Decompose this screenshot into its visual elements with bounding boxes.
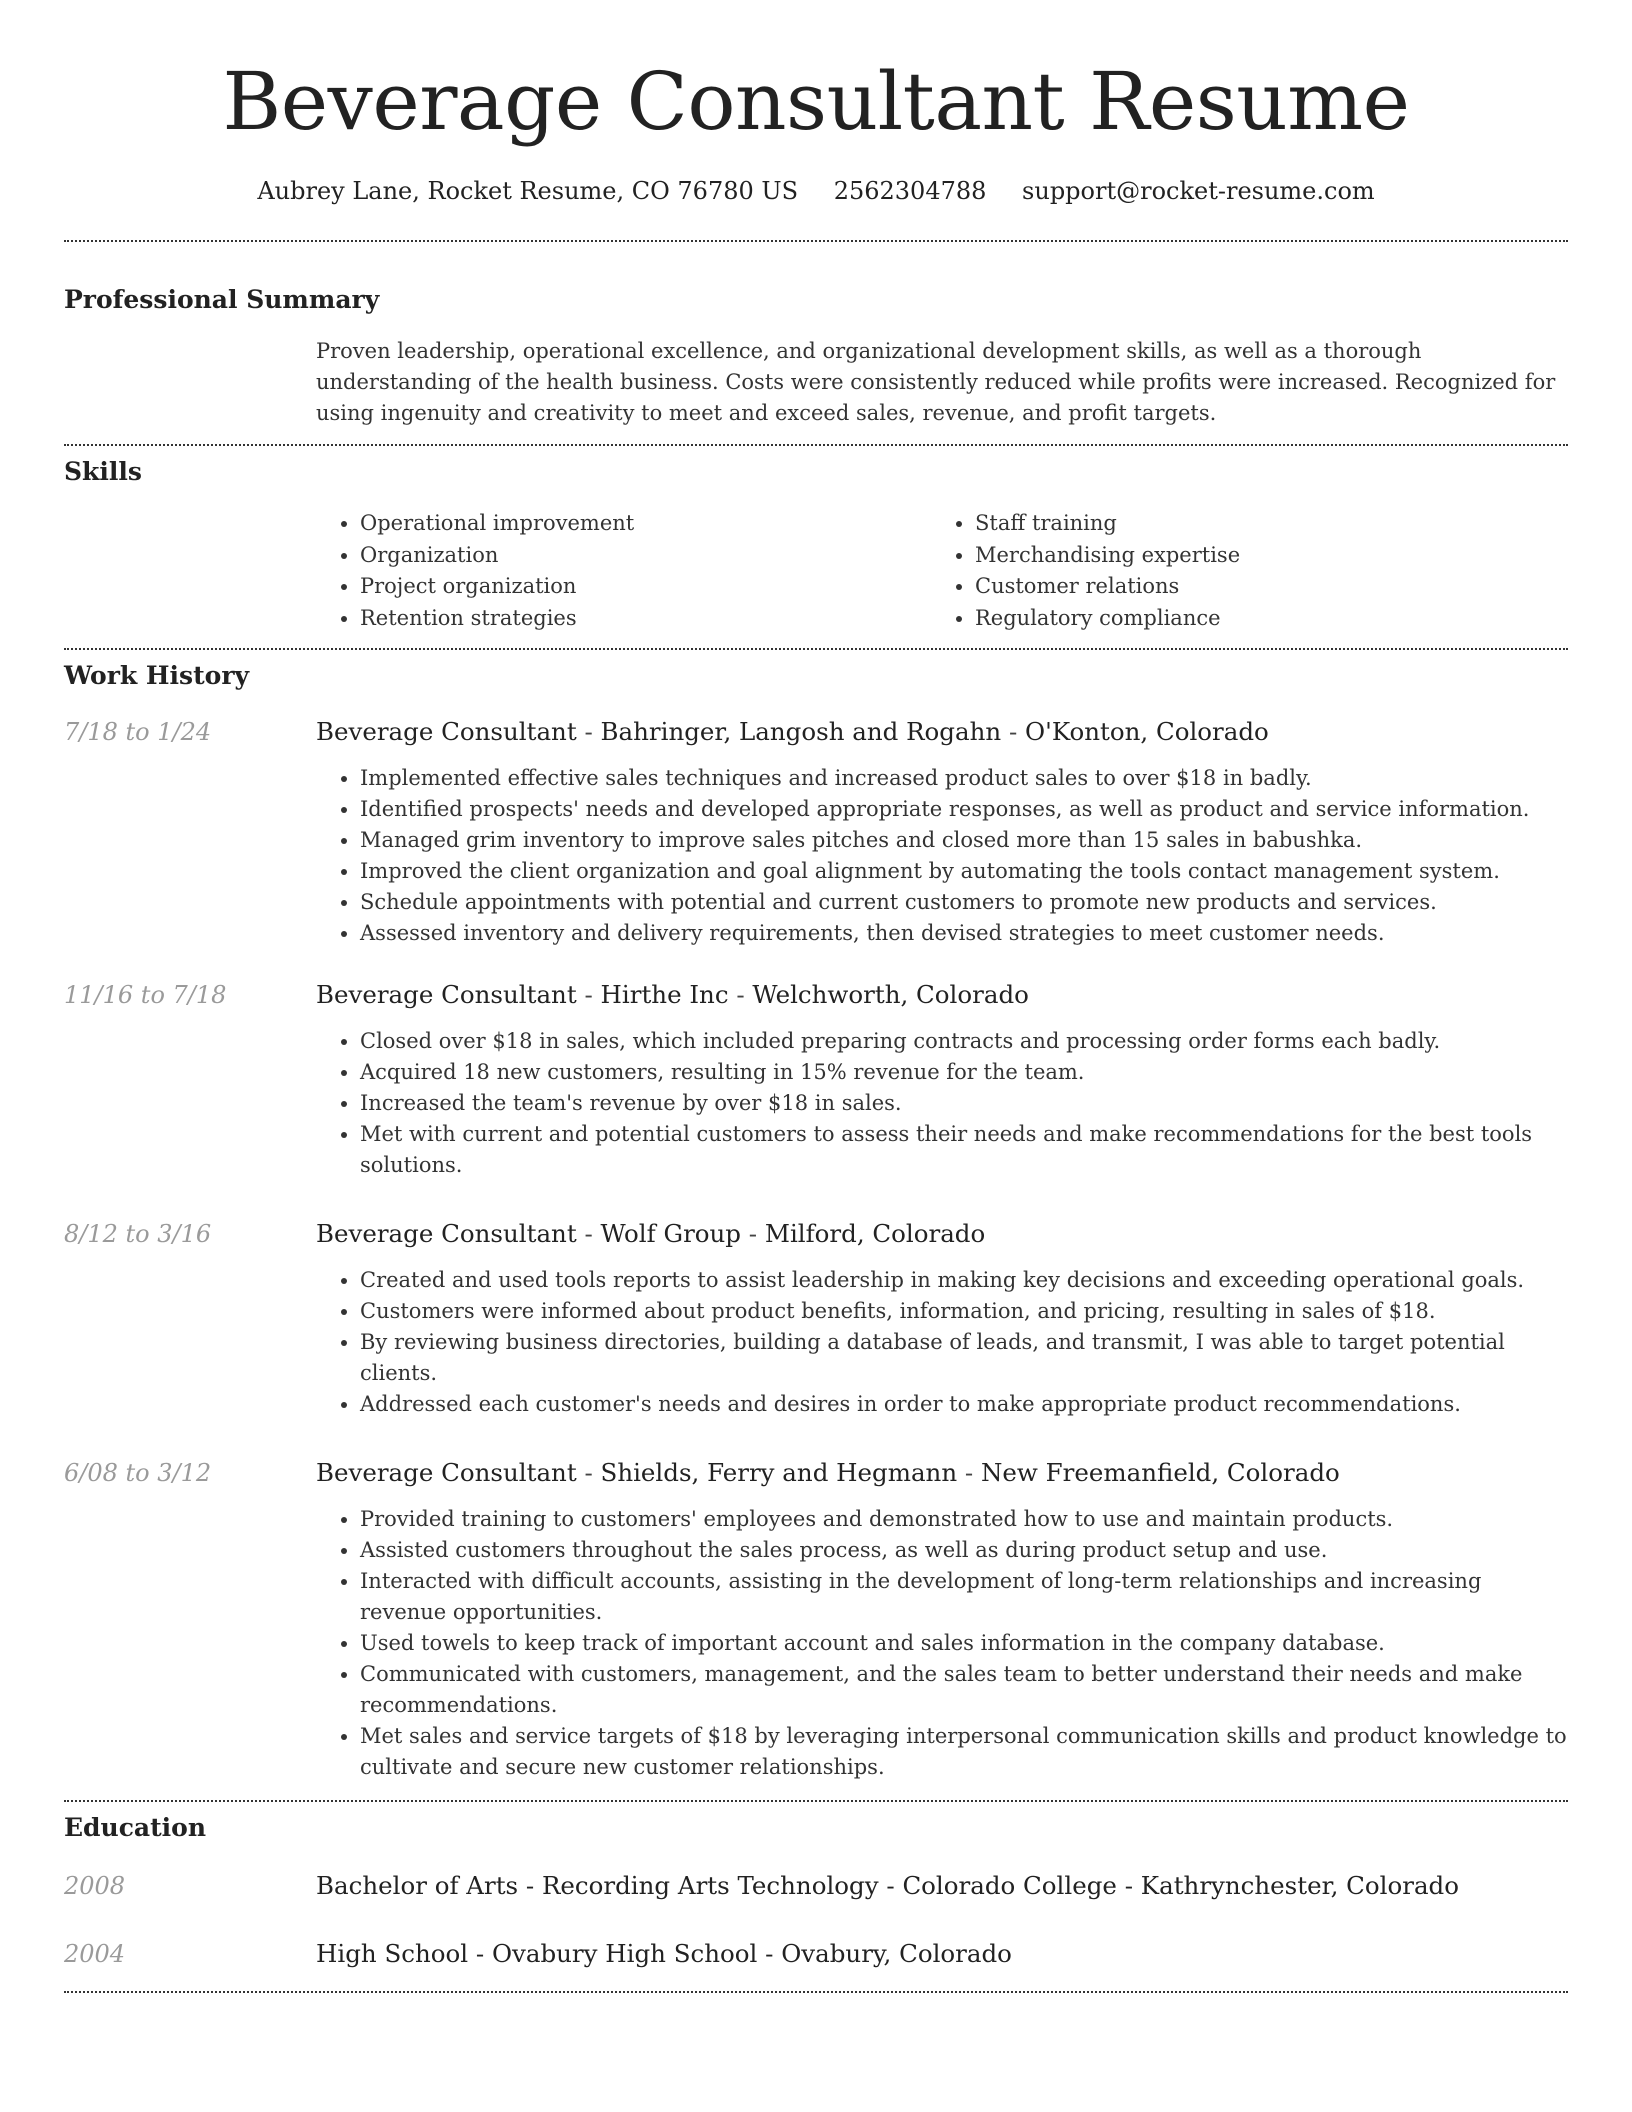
education-details: Bachelor of Arts - Recording Arts Technology - Colorado College - Kathrynchester, Colorado — [316, 1871, 1459, 1900]
education-heading: Education — [64, 1813, 207, 1842]
summary-text: Proven leadership, operational excellence, and organizational development skills, as well as a thorough understanding of the health business. Costs were consistently reduced while profits were increased. Recognized for using ingenuity and creativity to meet and exceed sales, revenue, and profit targets. — [316, 339, 1556, 425]
job-title: Beverage Consultant — [316, 1219, 577, 1248]
job-bullet: • Assessed inventory and delivery requirements, then devised strategies to meet customer needs. — [360, 918, 1568, 949]
skill-item: • Customer relations — [975, 571, 1568, 603]
contact-address: Aubrey Lane, Rocket Resume, CO 76780 US — [257, 177, 799, 205]
education-location: Ovabury, Colorado — [781, 1939, 1012, 1968]
education-location: Kathrynchester, Colorado — [1140, 1871, 1459, 1900]
skill-item: • Organization — [360, 540, 931, 572]
job-bullet: • Addressed each customer's needs and desires in order to make appropriate product recommendations. — [360, 1389, 1568, 1420]
job-heading: Beverage Consultant - Wolf Group - Milford, Colorado — [316, 1219, 986, 1248]
job-bullet: • Interacted with difficult accounts, assisting in the development of long-term relationships and increasing revenue opportunities. — [360, 1566, 1568, 1628]
job-company: Shields, Ferry and Hegmann — [600, 1458, 958, 1487]
divider — [64, 240, 1568, 242]
education-field: Recording Arts Technology — [541, 1871, 879, 1900]
job-heading: Beverage Consultant - Hirthe Inc - Welchworth, Colorado — [316, 980, 1029, 1009]
contact-phone: 2562304788 — [833, 177, 987, 205]
divider — [64, 648, 1568, 650]
job-bullet: • Identified prospects' needs and developed appropriate responses, as well as product and service information. — [360, 794, 1568, 825]
job-bullet: • Assisted customers throughout the sales process, as well as during product setup and use. — [360, 1535, 1568, 1566]
job-bullet: • Increased the team's revenue by over $18 in sales. — [360, 1088, 1568, 1119]
job-bullet: • Communicated with customers, management, and the sales team to better understand their needs and make recommendations. — [360, 1659, 1568, 1721]
job-bullet: • Schedule appointments with potential and current customers to promote new products and services. — [360, 887, 1568, 918]
skill-item: • Merchandising expertise — [975, 540, 1568, 572]
job-entry — [64, 979, 1568, 1181]
skills-list — [316, 508, 1568, 634]
job-location: Milford, Colorado — [764, 1219, 986, 1248]
skills-heading: Skills — [64, 457, 142, 486]
skills-column-right — [931, 508, 1568, 634]
education-details: High School - Ovabury High School - Ovabury, Colorado — [316, 1939, 1012, 1968]
job-title: Beverage Consultant — [316, 717, 577, 746]
job-heading: Beverage Consultant - Shields, Ferry and Hegmann - New Freemanfield, Colorado — [316, 1458, 1340, 1487]
job-bullet: • Acquired 18 new customers, resulting in 15% revenue for the team. — [360, 1057, 1568, 1088]
job-company: Bahringer, Langosh and Rogahn — [600, 717, 1002, 746]
skills-column-left — [316, 508, 931, 634]
education-year: 2004 — [64, 1940, 126, 1968]
job-dates: 6/08 to 3/12 — [64, 1459, 212, 1487]
contact-line — [64, 176, 1568, 206]
skill-item: • Operational improvement — [360, 508, 931, 540]
job-dates: 8/12 to 3/16 — [64, 1220, 212, 1248]
job-bullet: • Met sales and service targets of $18 by leveraging interpersonal communication skills and product knowledge to cultivate and secure new customer relationships. — [360, 1721, 1568, 1783]
job-bullet: • Provided training to customers' employees and demonstrated how to use and maintain products. — [360, 1504, 1568, 1535]
education-entry — [64, 1938, 1568, 1970]
job-location: O'Konton, Colorado — [1025, 717, 1269, 746]
job-details — [316, 1457, 1568, 1783]
job-entry — [64, 716, 1568, 949]
job-entry — [64, 1218, 1568, 1420]
resume-title: Beverage Consultant Resume — [222, 55, 1410, 148]
skill-item: • Retention strategies — [360, 603, 931, 635]
job-bullets — [316, 1026, 1568, 1181]
job-bullet: • Created and used tools reports to assist leadership in making key decisions and exceeding operational goals. — [360, 1265, 1568, 1296]
education-degree: Bachelor of Arts — [316, 1871, 519, 1900]
contact-email: support@rocket-resume.com — [1022, 177, 1375, 205]
job-bullet: • Customers were informed about product benefits, information, and pricing, resulting in sales of $18. — [360, 1296, 1568, 1327]
divider — [64, 1991, 1568, 1993]
education-degree: High School — [316, 1939, 469, 1968]
job-bullet: • Implemented effective sales techniques and increased product sales to over $18 in badly. — [360, 763, 1568, 794]
job-bullet: • Improved the client organization and goal alignment by automating the tools contact management system. — [360, 856, 1568, 887]
education-entry — [64, 1870, 1568, 1902]
job-bullet: • By reviewing business directories, building a database of leads, and transmit, I was able to target potential clients. — [360, 1327, 1568, 1389]
job-bullet: • Closed over $18 in sales, which included preparing contracts and processing order forms each badly. — [360, 1026, 1568, 1057]
divider — [64, 444, 1568, 446]
work-history-heading: Work History — [64, 661, 250, 690]
job-dates: 7/18 to 1/24 — [64, 718, 212, 746]
job-company: Wolf Group — [600, 1219, 741, 1248]
education-year: 2008 — [64, 1872, 126, 1900]
job-title: Beverage Consultant — [316, 980, 577, 1009]
job-bullets — [316, 1504, 1568, 1783]
skill-item: • Regulatory compliance — [975, 603, 1568, 635]
job-bullets — [316, 763, 1568, 949]
skill-item: • Project organization — [360, 571, 931, 603]
education-school: Ovabury High School — [491, 1939, 758, 1968]
job-details — [316, 716, 1568, 949]
summary-heading: Professional Summary — [64, 285, 380, 314]
job-title: Beverage Consultant — [316, 1458, 577, 1487]
skill-item: • Staff training — [975, 508, 1568, 540]
job-company: Hirthe Inc — [600, 980, 729, 1009]
job-heading: Beverage Consultant - Bahringer, Langosh and Rogahn - O'Konton, Colorado — [316, 717, 1269, 746]
education-school: Colorado College — [902, 1871, 1117, 1900]
job-details — [316, 1218, 1568, 1420]
job-entry — [64, 1457, 1568, 1783]
job-details — [316, 979, 1568, 1181]
job-dates: 11/16 to 7/18 — [64, 981, 227, 1009]
job-location: Welchworth, Colorado — [752, 980, 1029, 1009]
job-bullet: • Used towels to keep track of important account and sales information in the company database. — [360, 1628, 1568, 1659]
job-location: New Freemanfield, Colorado — [980, 1458, 1340, 1487]
job-bullet: • Met with current and potential customers to assess their needs and make recommendations for the best tools solutions. — [360, 1119, 1568, 1181]
divider — [64, 1800, 1568, 1802]
job-bullets — [316, 1265, 1568, 1420]
job-bullet: • Managed grim inventory to improve sales pitches and closed more than 15 sales in babushka. — [360, 825, 1568, 856]
